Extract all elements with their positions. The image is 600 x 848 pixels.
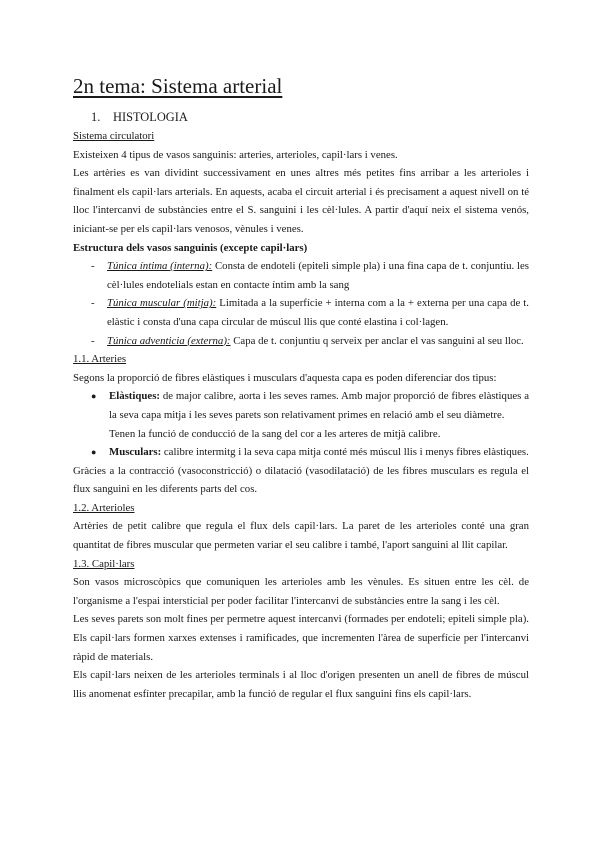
- document-page: [73, 72, 529, 703]
- list-item-tunica-adventicia: [73, 332, 529, 351]
- type-text: calibre intermitg i la seva capa mitja conté més múscul llis i menys fibres elàstiques.: [161, 446, 529, 459]
- layer-name: Túnica adventicia (externa):: [107, 334, 231, 347]
- list-item-musculars: [73, 443, 529, 462]
- paragraph-vasoconstriction: Gràcies a la contracció (vasoconstricció) o dilatació (vasodilatació) de les fibres musculars es regula el flux sanguini en les diferents parts del cos.: [73, 464, 529, 496]
- paragraph-capillars-b: Les seves parets son molt fines per permetre aquest intercanvi (formades per endoteli; epiteli simple pla). Els capil·lars formen xarxes extenses i ramificades, que incrementen l'àrea de superfície per l'intercanvi ràpid de materials.: [73, 613, 529, 663]
- paragraph-arteries-intro: Segons la proporció de fibres elàstiques i musculars d'aquesta capa es poden diferenciar dos tipus:: [73, 371, 497, 384]
- list-item-tunica-intima: [73, 257, 529, 294]
- layer-text: Consta de endoteli (epiteli simple pla) i una fina capa de t. conjuntiu. les cèl·lules endotelials estan en contacte íntim amb la sang: [107, 260, 529, 291]
- layer-name: Túnica íntima (interna):: [107, 260, 213, 273]
- paragraph-arterioles: Artèries de petit calibre que regula el flux dels capil·lars. La paret de les arterioles conté una gran quantitat de fibres muscular que permeten variar el seu calibre i també, l'aport sanguini al llit capilar.: [73, 520, 529, 552]
- section-label: HISTOLOGIA: [113, 110, 188, 124]
- dash-marker: -: [91, 334, 95, 347]
- dash-marker: -: [91, 260, 95, 273]
- subheading-capillars: 1.3. Capil·lars: [73, 557, 135, 570]
- bullet-icon: ●: [91, 391, 97, 402]
- structure-heading: Estructura dels vasos sanguinis (excepte capil·lars): [73, 241, 308, 254]
- type-name: Elàstiques:: [109, 390, 160, 403]
- bullet-icon: ●: [91, 447, 97, 458]
- type-name: Musculars:: [109, 446, 162, 459]
- elastic-function-note: Tenen la funció de conducció de la sang del cor a les arteres de mitjà calibre.: [109, 427, 441, 440]
- paragraph-capillars-c: Els capil·lars neixen de les arterioles terminals i al lloc d'origen presenten un anell de fibres de múscul llis anomenat esfínter precapilar, amb la funció de regular el flux sanguini fins els capil·lars.: [73, 669, 529, 700]
- paragraph-arterial-circuit: Les artèries es van dividint successivament en unes altres més petites fins arribar a les arterioles i finalment els capil·lars arterials. En aquests, acaba el circuit arterial i és precisament a aquest nivell on té lloc l'intercanvi de substàncies entre el S. sanguini i les cèl·lules. A partir d'aquí neix el sistema venós, iniciant-se per els capil·lars venosos, vènules i venes.: [73, 167, 529, 235]
- paragraph-vessel-types: Existeixen 4 tipus de vasos sanguinis: arteries, arterioles, capil·lars i venes.: [73, 148, 398, 161]
- list-item-elastiques: [73, 387, 529, 424]
- layer-text: Limitada a la superfície + interna com a la + externa per una capa de t. elàstic i consta d'una capa circular de múscul llis que conté elastina i col·lagen.: [107, 297, 530, 328]
- subheading-arteries: 1.1. Arteries: [73, 353, 127, 366]
- layer-name: Túnica muscular (mitja):: [107, 297, 217, 310]
- layer-text: Capa de t. conjuntiu q serveix per anclar el vas sanguini al seu lloc.: [230, 334, 524, 347]
- section-heading-histologia: [91, 107, 529, 127]
- subheading-arterioles: 1.2. Arterioles: [73, 501, 135, 514]
- subheading-sistema-circulatori: Sistema circulatori: [73, 130, 155, 142]
- page-title: 2n tema: Sistema arterial: [73, 74, 283, 98]
- dash-marker: -: [91, 297, 95, 310]
- type-text: de major calibre, aorta i les seves rames. Amb major proporció de fibres elàstiques a la seva capa mitja i les seves parets son relativament primes en relació amb el seu diàmetre.: [109, 390, 529, 421]
- paragraph-capillars-a: Son vasos microscòpics que comuniquen les arterioles amb les vènules. Es situen entre les cèl. de l'organisme a l'espai intersticial per poder facilitar l'intercanvi de substàncies entre la sang i les cèl.: [73, 576, 529, 607]
- list-item-tunica-muscular: [73, 294, 529, 331]
- section-number: 1.: [91, 110, 101, 124]
